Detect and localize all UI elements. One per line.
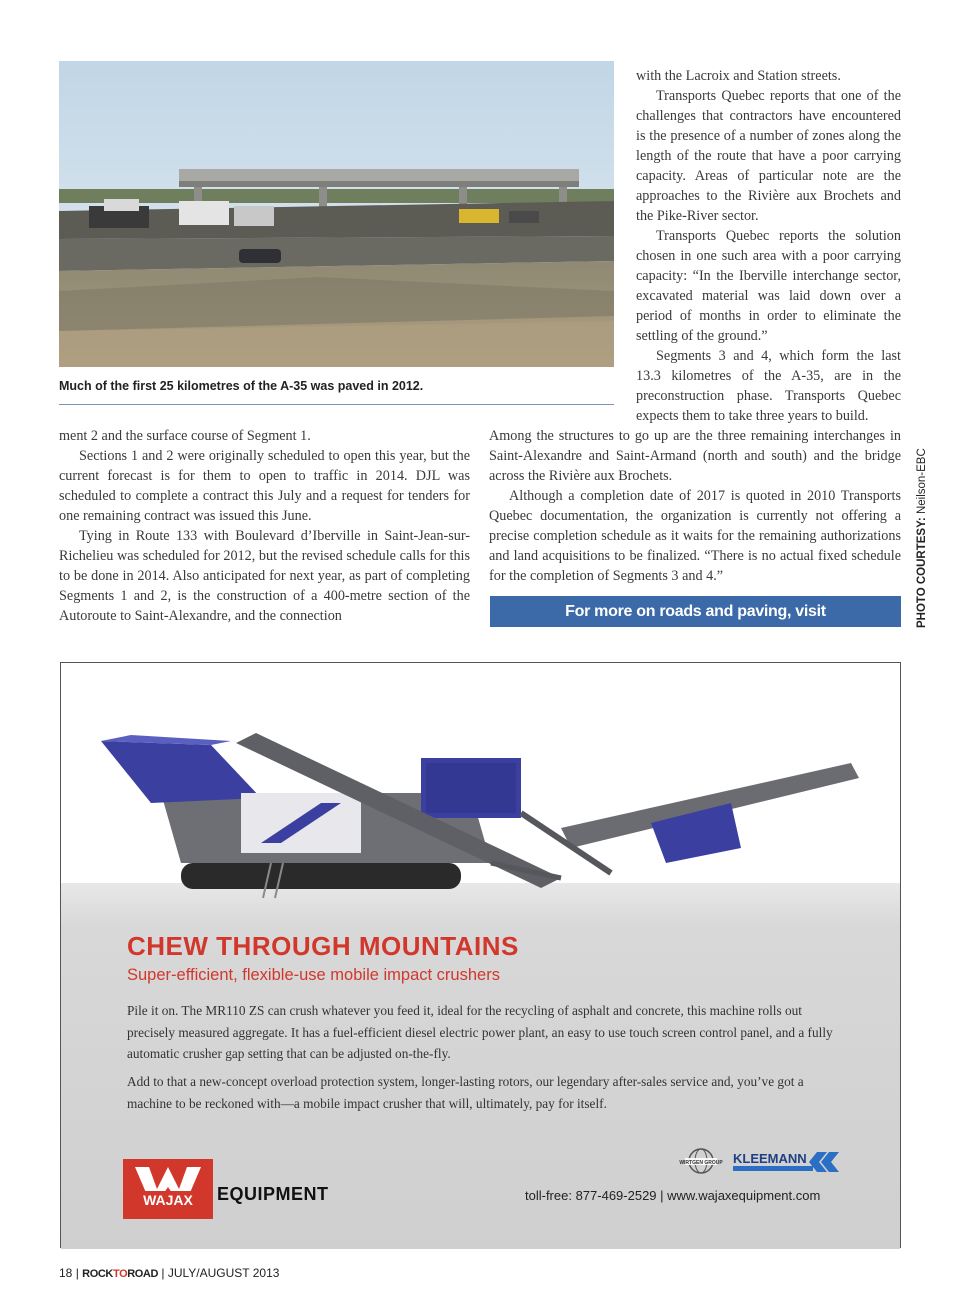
article-paragraph: Sections 1 and 2 were originally scheduled to open this year, but the current forecast is for them to open to traffic in 2014. DJL was scheduled to complete a contract this July and a request for tenders for one remaining contract was issued this June. — [59, 448, 470, 524]
advertisement[interactable] — [60, 662, 901, 1248]
page-footer: 18 | ROCKTOROAD | JULY/AUGUST 2013 — [59, 1266, 280, 1280]
wajax-logo-icon — [123, 1159, 213, 1219]
construction-photo — [59, 61, 614, 367]
issue-date: JULY/AUGUST 2013 — [167, 1266, 280, 1280]
wirtgen-group-logo-icon — [679, 1147, 723, 1177]
kleemann-logo-text: KLEEMANN — [733, 1151, 807, 1166]
kleemann-logo-icon — [733, 1150, 843, 1174]
caption-divider — [59, 404, 614, 405]
article-column-left-lower — [59, 426, 470, 626]
ad-headline: CHEW THROUGH MOUNTAINS — [127, 931, 519, 961]
ad-body-paragraph: Add to that a new-concept overload protection system, longer-lasting rotors, our legendary after-sales service and, you’ve got a machine to be reckoned with—a mobile impact crusher that will, ultimately, pay for itself. — [127, 1074, 804, 1111]
article-paragraph: Tying in Route 133 with Boulevard d’Iberville in Saint-Jean-sur-Richelieu was scheduled for 2012, but the revised schedule calls for this to be done in 2014. Also anticipated for next year, as part of completing Segments 1 and 2, is the construction of a 400-metre section of the Autoroute to Saint-Alexandre, and the connection — [59, 528, 470, 624]
page-number: 18 — [59, 1266, 73, 1280]
article-paragraph: Segments 3 and 4, which form the last 13.3 kilometres of the A-35, are in the preconstruction phase. Transports Quebec expects them to take three years to build. — [636, 348, 901, 424]
article-paragraph: Transports Quebec reports that one of the challenges that contractors have encountered is the presence of a number of zones along the length of the route that have a poor carrying capacity. Areas of particular note are the approaches to the Rivière aux Brochets and the Pike-River sector. — [636, 88, 901, 224]
article-paragraph: Although a completion date of 2017 is quoted in 2010 Transports Quebec documentation, the organization is currently not offering a precise completion schedule as it waits for the remaining authorizations and land acquisitions to be finalized. “There is no actual fixed schedule for the completion of Segments 3 and 4.” — [489, 488, 901, 584]
magazine-brand: ROCKTOROAD — [82, 1268, 159, 1280]
article-paragraph: ment 2 and the surface course of Segment 1. — [59, 428, 311, 444]
impact-crusher-image — [91, 703, 871, 903]
wajax-logo-text: WAJAX — [143, 1192, 193, 1208]
article-paragraph: Among the structures to go up are the three remaining interchanges in Saint-Alexandre and Saint-Armand (north and south) and the bridge across the Rivière aux Brochets. — [489, 428, 901, 484]
ad-body-paragraph: Pile it on. The MR110 ZS can crush whatever you feed it, ideal for the recycling of asphalt and concrete, this machine rolls out precisely measured aggregate. It has a fuel-efficient diesel electric power plant, an easy to use touch screen control panel, and a fully automatic crusher gap setting that can be adjusted on-the-fly. — [127, 1003, 833, 1061]
more-info-link[interactable]: For more on roads and paving, visit www.rocktoroad.com — [490, 596, 901, 627]
photo-credit-name: Neilson-EBC — [916, 448, 928, 515]
ad-contact-info[interactable]: toll-free: 877-469-2529 | www.wajaxequipment.com — [525, 1188, 821, 1203]
ad-subhead: Super-efficient, flexible-use mobile impact crushers — [127, 966, 500, 984]
wajax-equipment-wordmark: EQUIPMENT — [217, 1184, 329, 1204]
photo-credit-label: PHOTO COURTESY: — [916, 517, 928, 628]
article-paragraph: with the Lacroix and Station streets. — [636, 68, 841, 84]
photo-credit — [912, 438, 932, 628]
photo-caption: Much of the first 25 kilometres of the A-35 was paved in 2012. — [59, 379, 424, 393]
article-paragraph: Transports Quebec reports the solution chosen in one such area with a poor carrying capacity: “In the Iberville interchange sector, excavated material was laid down over a period of months in order to eliminate the settling of the ground.” — [636, 228, 901, 344]
article-column-right-upper — [636, 66, 901, 426]
wirtgen-logo-text: WIRTGEN GROUP — [679, 1160, 723, 1166]
article-column-right-lower — [489, 426, 901, 586]
